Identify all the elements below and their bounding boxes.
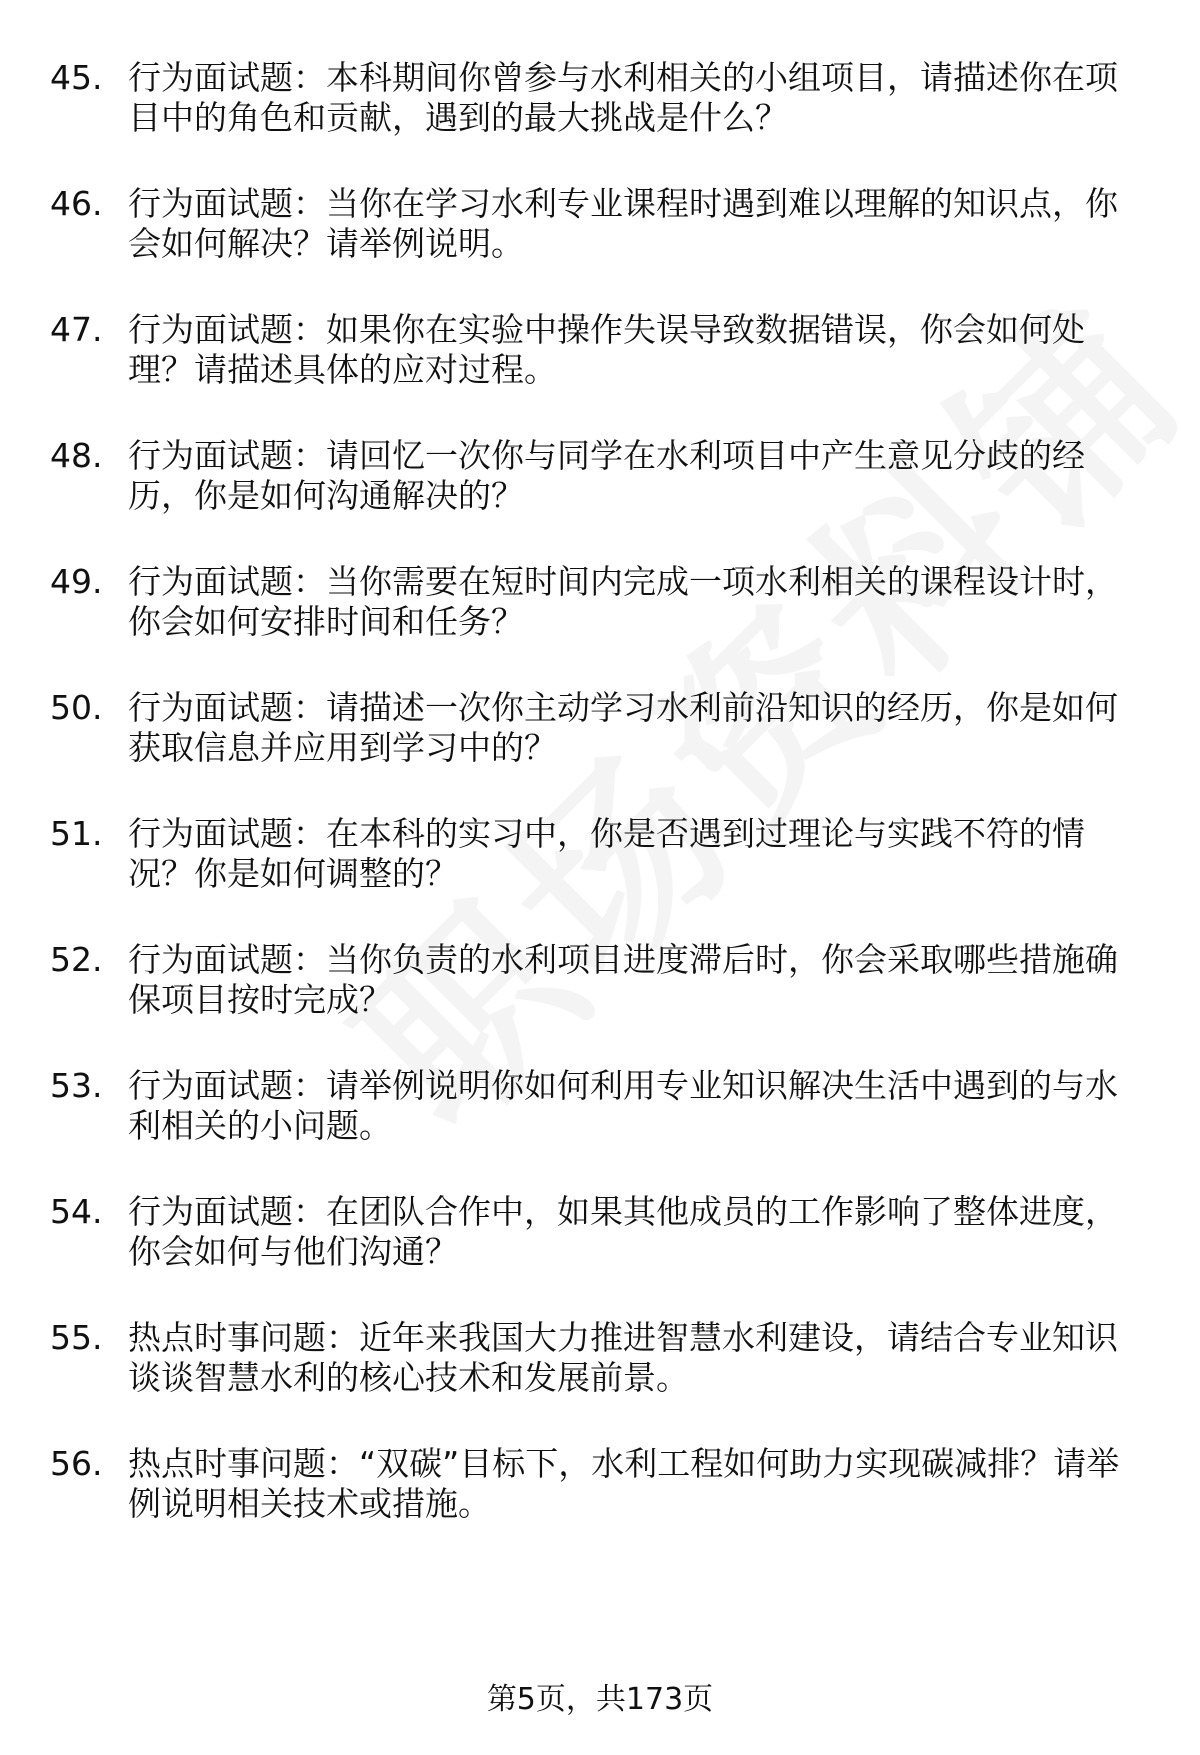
question-text: 热点时事问题：“双碳”目标下，水利工程如何助力实现碳减排？请举例说明相关技术或措施。 (128, 1444, 1120, 1523)
question-number: 48. (50, 436, 103, 475)
question-text: 行为面试题：请回忆一次你与同学在水利项目中产生意见分歧的经历，你是如何沟通解决的？ (128, 436, 1085, 515)
question-number: 51. (50, 814, 103, 853)
question-item (50, 436, 1160, 562)
question-item (50, 58, 1160, 184)
question-list (50, 58, 1160, 1570)
question-number: 53. (50, 1066, 103, 1105)
question-text: 行为面试题：请描述一次你主动学习水利前沿知识的经历，你是如何获取信息并应用到学习中的？ (128, 688, 1118, 767)
page-footer (0, 1680, 1200, 1720)
question-text: 行为面试题：当你负责的水利项目进度滞后时，你会采取哪些措施确保项目按时完成？ (128, 940, 1118, 1019)
question-text: 行为面试题：在本科的实习中，你是否遇到过理论与实践不符的情况？你是如何调整的？ (128, 814, 1085, 893)
page-number-label: 第5页，共173页 (486, 1682, 714, 1717)
question-number: 50. (50, 688, 103, 727)
question-text: 行为面试题：如果你在实验中操作失误导致数据错误，你会如何处理？请描述具体的应对过程。 (128, 310, 1085, 389)
question-number: 45. (50, 58, 103, 97)
question-item (50, 562, 1160, 688)
question-item (50, 814, 1160, 940)
question-item (50, 688, 1160, 814)
question-text: 行为面试题：在团队合作中，如果其他成员的工作影响了整体进度，你会如何与他们沟通？ (128, 1192, 1118, 1271)
question-number: 56. (50, 1444, 103, 1483)
question-text: 行为面试题：本科期间你曾参与水利相关的小组项目，请描述你在项目中的角色和贡献，遇到的最大挑战是什么？ (128, 58, 1118, 137)
question-text: 行为面试题：当你需要在短时间内完成一项水利相关的课程设计时，你会如何安排时间和任务？ (128, 562, 1118, 641)
question-text: 热点时事问题：近年来我国大力推进智慧水利建设，请结合专业知识谈谈智慧水利的核心技术和发展前景。 (128, 1318, 1118, 1397)
question-item (50, 184, 1160, 310)
question-item (50, 310, 1160, 436)
question-text: 行为面试题：请举例说明你如何利用专业知识解决生活中遇到的与水利相关的小问题。 (128, 1066, 1118, 1145)
question-item (50, 940, 1160, 1066)
question-number: 46. (50, 184, 103, 223)
question-number: 54. (50, 1192, 103, 1231)
question-item (50, 1444, 1160, 1570)
question-number: 52. (50, 940, 103, 979)
question-number: 55. (50, 1318, 103, 1357)
question-item (50, 1318, 1160, 1444)
question-number: 47. (50, 310, 103, 349)
question-item (50, 1066, 1160, 1192)
question-item (50, 1192, 1160, 1318)
question-text: 行为面试题：当你在学习水利专业课程时遇到难以理解的知识点，你会如何解决？请举例说明。 (128, 184, 1118, 263)
question-number: 49. (50, 562, 103, 601)
